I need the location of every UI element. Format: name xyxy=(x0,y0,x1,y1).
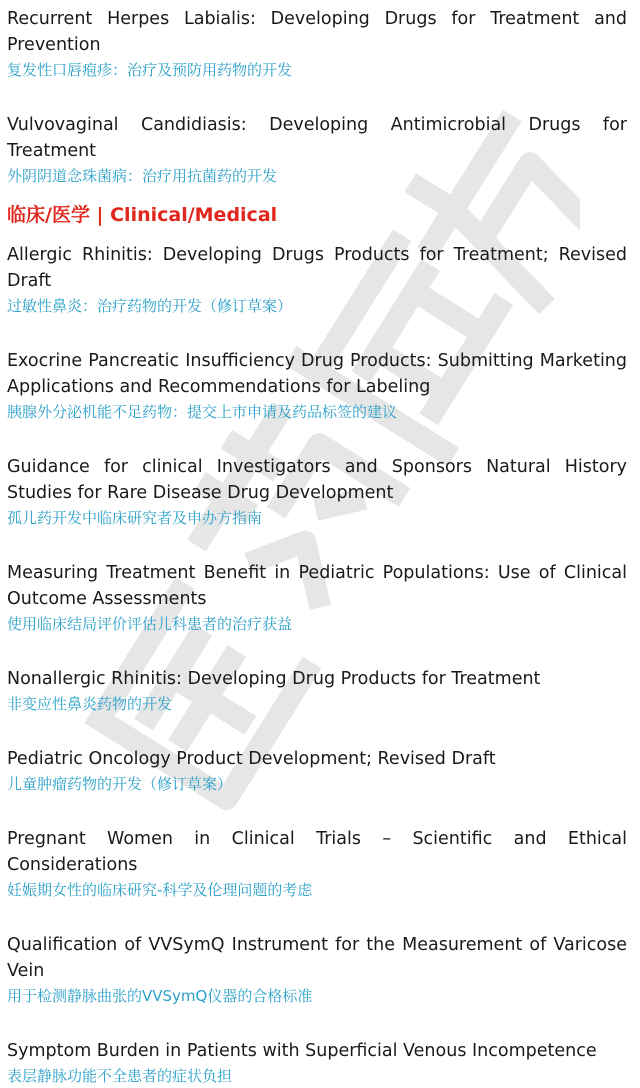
entry-chinese-title: 孤儿药开发中临床研究者及申办方指南 xyxy=(7,509,263,527)
entry-chinese-title: 儿童肿瘤药物的开发（修订草案） xyxy=(7,775,233,793)
entry-english-title: Allergic Rhinitis: Developing Drugs Products for Treatment; Revised Draft xyxy=(7,245,627,291)
entry-english-title: Recurrent Herpes Labialis: Developing Drugs for Treatment and Prevention xyxy=(7,9,627,55)
entry-english-title: Guidance for clinical Investigators and Sponsors Natural History Studies for Rare Disease Drug Development xyxy=(7,457,627,503)
guidance-entry xyxy=(7,112,627,188)
entry-english-title: Pregnant Women in Clinical Trials – Scientific and Ethical Considerations xyxy=(7,829,627,875)
entry-chinese-title: 妊娠期女性的临床研究-科学及伦理问题的考虑 xyxy=(7,881,313,899)
entry-chinese-title: 非变应性鼻炎药物的开发 xyxy=(7,695,173,713)
entry-chinese-title: 用于检测静脉曲张的VVSymQ仪器的合格标准 xyxy=(7,987,313,1005)
entry-chinese-title: 外阴阴道念珠菌病：治疗用抗菌药的开发 xyxy=(7,167,278,185)
entry-english-title: Measuring Treatment Benefit in Pediatric Populations: Use of Clinical Outcome Assessments xyxy=(7,563,627,609)
guidance-entry xyxy=(7,454,627,530)
section-heading-clinical-medical: 临床/医学 | Clinical/Medical xyxy=(7,204,278,226)
guidance-entry xyxy=(7,826,627,902)
entry-english-title: Qualification of VVSymQ Instrument for the Measurement of Varicose Vein xyxy=(7,935,627,981)
entry-chinese-title: 胰腺外分泌机能不足药物：提交上市申请及药品标签的建议 xyxy=(7,403,398,421)
entry-english-title: Nonallergic Rhinitis: Developing Drug Products for Treatment xyxy=(7,669,541,689)
entry-chinese-title: 表层静脉功能不全患者的症状负担 xyxy=(7,1067,233,1085)
entry-english-title: Exocrine Pancreatic Insufficiency Drug Products: Submitting Marketing Applications and Recommendations for Labeling xyxy=(7,351,627,397)
entry-english-title: Vulvovaginal Candidiasis: Developing Antimicrobial Drugs for Treatment xyxy=(7,115,627,161)
guidance-entry xyxy=(7,932,627,1008)
guidance-entry xyxy=(7,746,627,796)
guidance-entry xyxy=(7,666,627,716)
guidance-entry xyxy=(7,348,627,424)
guidance-entry xyxy=(7,6,627,82)
guidance-entry xyxy=(7,1038,627,1088)
entry-chinese-title: 复发性口唇疱疹：治疗及预防用药物的开发 xyxy=(7,61,293,79)
entry-english-title: Pediatric Oncology Product Development; Revised Draft xyxy=(7,749,496,769)
entry-chinese-title: 过敏性鼻炎：治疗药物的开发（修订草案） xyxy=(7,297,293,315)
guidance-entry xyxy=(7,242,627,318)
entry-chinese-title: 使用临床结局评价评估儿科患者的治疗获益 xyxy=(7,615,293,633)
entry-english-title: Symptom Burden in Patients with Superficial Venous Incompetence xyxy=(7,1041,597,1061)
guidance-entry xyxy=(7,560,627,636)
